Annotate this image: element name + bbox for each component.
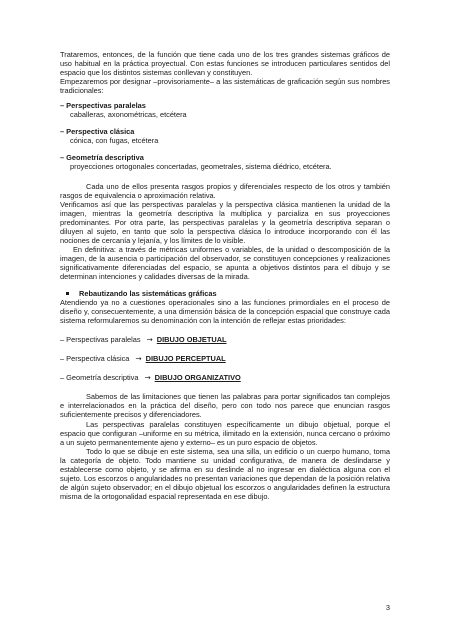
mapping-left: – Geometría descriptiva	[60, 373, 139, 383]
mapping-left: – Perspectivas paralelas	[60, 335, 141, 345]
mapping-row-2	[60, 354, 390, 363]
paragraph-6: Las perspectivas paralelas constituyen específicamente un dibujo objetual, porque el espacio que configuran –uniforme en su métrica, ilimitado en la extensión, nunca cercano o próximo a un sujeto permanentemente ajeno y externo– es un puro espacio de objetos.	[60, 419, 390, 447]
mapping-row-3	[60, 373, 390, 382]
mapping-right: DIBUJO OBJETUAL	[156, 335, 227, 345]
paragraph-4: Atendiendo ya no a cuestiones operacionales sino a las funciones primordiales en el proceso de diseño y, consecuentemente, a una dimensión básica de la concepción espacial que construye cada sistema reformularemos su denominación con la intención de reflejar estas prioridades:	[60, 298, 390, 326]
right-arrow-icon: →	[144, 373, 151, 383]
right-arrow-icon: →	[135, 354, 142, 364]
system-desc-parallel: caballeras, axonométricas, etcétera	[70, 110, 187, 120]
page-body	[60, 50, 390, 501]
section-title: Rebautizando las sistemáticas gráficas	[79, 289, 217, 299]
paragraph-2: Verificamos así que las perspectivas paralelas y la perspectiva clásica mantienen la unidad de la imagen, mientras la geometría descriptiva la multiplica y parcializa en sus proyecciones predominantes. Por otra parte, las perspectivas paralelas y la geometría descriptiva separan o diluyen al sujeto, en tanto que solo la perspectiva clásica lo introduce incorporando con él las nociones de cercanía y lejanía, y los límites de lo visible.	[60, 199, 390, 245]
paragraph-1: Cada uno de ellos presenta rasgos propios y diferenciales respecto de los otros y también rasgos de equivalencia o aproximación relativa.	[60, 181, 390, 200]
paragraph-7: Todo lo que se dibuje en este sistema, sea una silla, un edificio o un cuerpo humano, toma la categoría de objeto. Todo mantiene su unidad configurativa, de manera de deslindarse y establecerse como objeto, y se afirma en su deslinde al no ingresar en dialéctica alguna con el sujeto. Los escorzos o angularidades no presentan variaciones que dependan de la posición relativa de algún sujeto observador; en el dibujo objetual los escorzos o angularidades definen la estructura misma de la ortogonalidad espacial representada en ese dibujo.	[60, 446, 390, 501]
page-number: 3	[385, 603, 390, 612]
system-title-classic: – Perspectiva clásica	[60, 127, 135, 137]
paragraph-3: En definitiva: a través de métricas uniformes o variables, de la unidad o descomposición de la imagen, de la ausencia o participación del observador, se constituyen concepciones y realizaciones significativamente diferenciadas del espacio, se apunta a objetivos distintos para el dibujo y se determinan intenciones y calidades diversas de la mirada.	[60, 244, 390, 281]
designate-paragraph: Empezaremos por designar –provisoriamente– a las sistemáticas de graficación según sus nombres tradicionales:	[60, 77, 390, 96]
section-heading	[60, 289, 390, 298]
system-desc-classic: cónica, con fugas, etcétera	[70, 136, 159, 146]
system-title-parallel: – Perspectivas paralelas	[60, 101, 146, 111]
right-arrow-icon: →	[146, 335, 153, 345]
system-desc-descriptive: proyecciones ortogonales concertadas, geometrales, sistema diédrico, etcétera.	[70, 162, 332, 172]
mapping-row-1	[60, 335, 390, 344]
mapping-right: DIBUJO PERCEPTUAL	[145, 354, 226, 364]
square-bullet-icon	[66, 292, 69, 295]
paragraph-5: Sabemos de las limitaciones que tienen las palabras para portar significados tan complejos e interrelacionados en la práctica del diseño, pero con todo nos parece que enuncian rasgos suficientemente precisos y diferenciadores.	[60, 392, 390, 420]
intro-paragraph: Trataremos, entonces, de la función que tiene cada uno de los tres grandes sistemas gráficos de uso habitual en la práctica proyectual. Con estas funciones se introducen particulares sentidos del espacio que los distintos sistemas conllevan y constituyen.	[60, 50, 390, 78]
system-title-descriptive: – Geometría descriptiva	[60, 153, 144, 163]
mapping-left: – Perspectiva clásica	[60, 354, 130, 364]
mapping-right: DIBUJO ORGANIZATIVO	[154, 373, 241, 383]
